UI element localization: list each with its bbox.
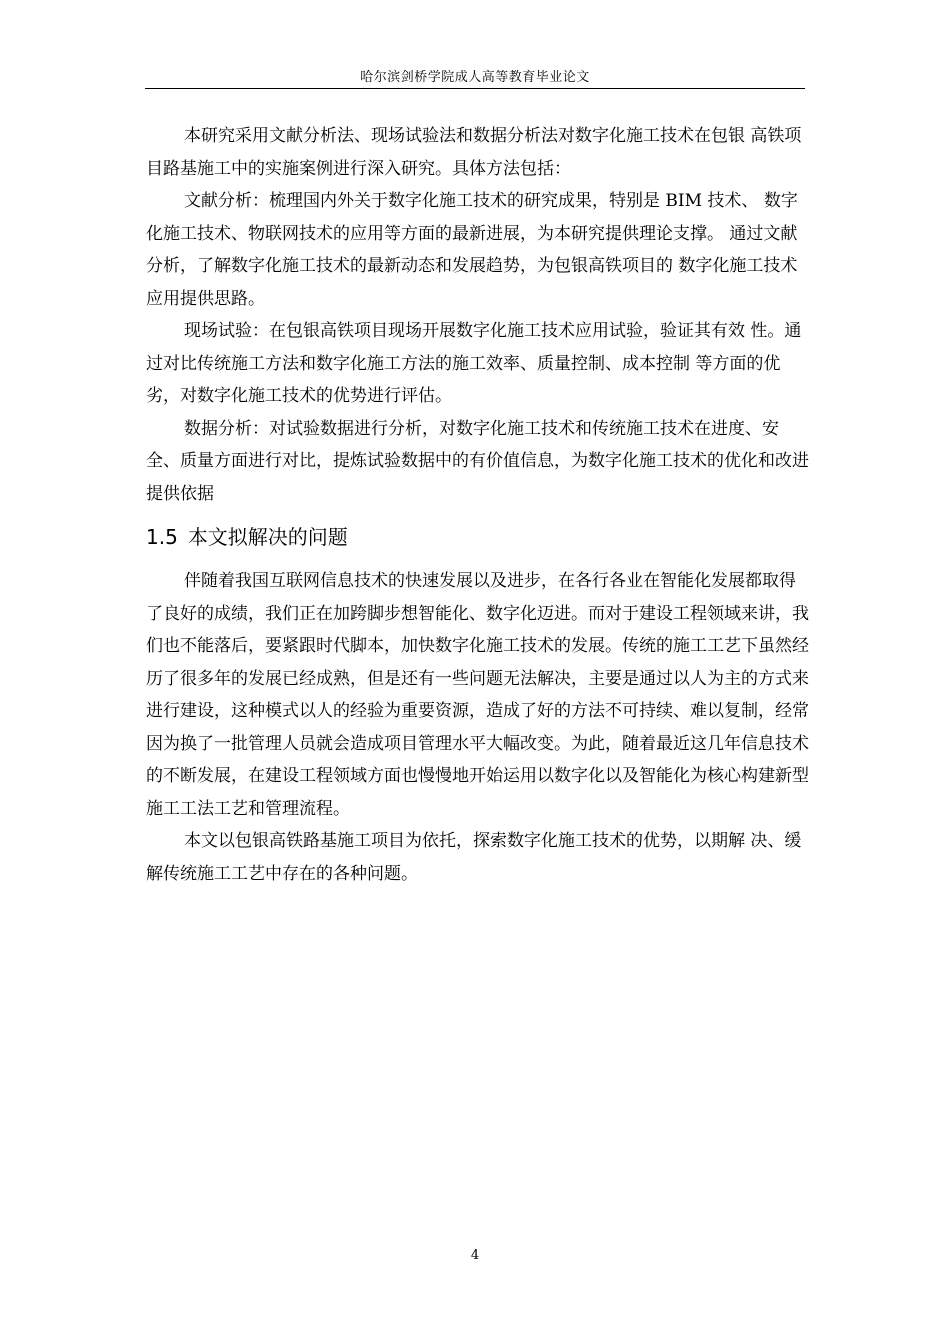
methods-paragraph-intro: 本研究采用文献分析法、现场试验法和数据分析法对数字化施工技术在包银 高铁项目路基施工中的实施案例进行深入研究。具体方法包括： [146, 126, 802, 179]
page-number: 4 [470, 1248, 480, 1263]
methods-text [146, 120, 812, 510]
methods-paragraph-literature: 文献分析：梳理国内外关于数字化施工技术的研究成果，特别是 BIM 技术、 数字化施工技术、物联网技术的应用等方面的最新进展，为本研究提供理论支撑。 通过文献分析，了解数字化施工技术的最新动态和发展趋势，为包银高铁项目的 数字化施工技术应用提供思路。 [146, 191, 798, 309]
header-rule [145, 88, 805, 89]
problem-paragraph-purpose: 本文以包银高铁路基施工项目为依托，探索数字化施工技术的优势，以期解 决、缓解传统施工工艺中存在的各种问题。 [146, 831, 802, 884]
methods-paragraph-field-test: 现场试验：在包银高铁项目现场开展数字化施工技术应用试验，验证其有效 性。通过对比传统施工方法和数字化施工方法的施工效率、质量控制、成本控制 等方面的优劣，对数字化施工技术的优势进行评估。 [146, 321, 802, 406]
problem-paragraph-background: 伴随着我国互联网信息技术的快速发展以及进步，在各行各业在智能化发展都取得了良好的成绩，我们正在加跨脚步想智能化、数字化迈进。而对于建设工程领域来讲，我们也不能落后，要紧跟时代脚本，加快数字化施工技术的发展。传统的施工工艺下虽然经历了很多年的发展已经成熟，但是还有一些问题无法解决，主要是通过以人为主的方式来进行建设，这种模式以人的经验为重要资源，造成了好的方法不可持续、难以复制，经常因为换了一批管理人员就会造成项目管理水平大幅改变。为此，随着最近这几年信息技术的不断发展，在建设工程领域方面也慢慢地开始运用以数字化以及智能化为核心构建新型施工工法工艺和管理流程。 [146, 571, 809, 819]
section-heading [146, 521, 348, 553]
section-title: 本文拟解决的问题 [187, 525, 348, 549]
section-number: 1.5 [146, 525, 178, 549]
methods-paragraph-data-analysis: 数据分析：对试验数据进行分析，对数字化施工技术和传统施工技术在进度、安全、质量方面进行对比，提炼试验数据中的有价值信息，为数字化施工技术的优化和改进提供依据 [146, 418, 809, 504]
problem-text [146, 565, 812, 890]
page-header: 哈尔滨剑桥学院成人高等教育毕业论文 [360, 70, 590, 85]
